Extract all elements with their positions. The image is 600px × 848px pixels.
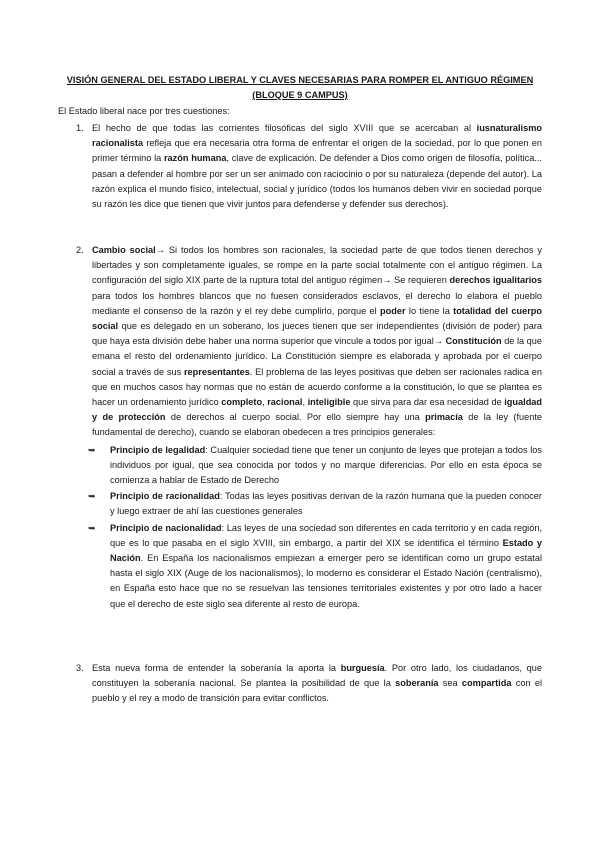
text-run: : Cualquier sociedad tiene que tener un conjunto de leyes que protejan a todos los individuos por igual, que sea conocida por todos y no marque diferencias. Por ello en esta época se comienza a hablar de Estado de Derecho [110, 444, 542, 486]
text-run: de la ley (fuente fundamental de derecho), cuando se elaboran obedecen a tres principios generales: [92, 412, 542, 438]
text-run: . En España los nacionalismos empiezan a emerger pero se identifican como un grupo estatal hasta el siglo XIX (Auge de los nacionalismos), lo moderno es considerar el Estado Nación (centralismo), en España esto hace que no se resuelvan las tensiones territoriales existentes y por otro lado a hacer que el derecho de este siglo sea diferente al resto de europa. [110, 553, 542, 609]
text-run: refleja que era necesaria otra forma de enfrentar el origen de la sociedad, por lo que ponen en primer término la [92, 138, 542, 164]
text-run: sea [438, 678, 462, 689]
bold-term: totalidad del cuerpo social [92, 305, 543, 332]
item-text [92, 121, 542, 212]
text-run: : Las leyes de una sociedad son diferentes en cada territorio y en cada región, que es lo que pasaba en el siglo XVIII, sin embargo, a partir del XIX se identifica el término [110, 522, 542, 548]
sub-item-text [110, 521, 542, 612]
text-run: , [302, 397, 308, 408]
arrow-bullet-icon: ➥ [88, 522, 96, 533]
text-run: : Todas las leyes positivas derivan de la razón humana que la pueden conocer y luego extraer de ahí las cuestiones generales [110, 491, 542, 517]
item-number: 3. [76, 663, 84, 673]
bold-term: soberanía [395, 678, 439, 689]
text-run: → Si todos los hombres son racionales, la sociedad parte de que todos tienen derechos y libertades y son completamente iguales, se rompe en la parte social totalmente con el antiguo régimen. La configuración del siglo XIX parte de la ruptura total del antiguo régimen→ Se requieren [92, 245, 542, 286]
arrow-bullet-icon: ➥ [88, 444, 96, 455]
arrow-bullet-icon: ➥ [88, 491, 96, 502]
sub-item-racionalidad [88, 489, 542, 519]
text-run: lo tiene la [405, 305, 454, 316]
text-run: El hecho de que todas las corrientes filosóficas del siglo XVIII que se acercaban al [92, 123, 477, 133]
text-run: , clave de explicación. De defender a Dios como origen de filosofía, política... pasan a defender al hombre por ser un ser animado con raciocinio o por su naturaleza (depende del autor). La razón explica el mundo físico, intelectual, social y jurídico (todos los humanos deben vivir en sociedad porque su razón les dice que tienen que vivir juntos para defenderse y defender sus derechos). [92, 153, 542, 210]
text-run: que es delegado en un soberano, los jueces tienen que ser independientes (división de poder) para que haya esta división debe haber una norma superior que vincule a todos por igual→ [92, 321, 542, 347]
list-item-3 [58, 661, 542, 707]
text-run: Esta nueva forma de entender la soberanía la aporta la [92, 663, 341, 673]
bold-term: racional [267, 397, 303, 408]
text-run: que sirva para dar esa necesidad de [350, 397, 505, 408]
item-number: 1. [76, 123, 84, 133]
list-item-2 [58, 243, 542, 612]
intro-text: El Estado liberal nace por tres cuestiones: [58, 106, 230, 116]
text-run: . Por otro lado, los ciudadanos, que constituyen la soberanía nacional. Se plantea la posibilidad de que la [92, 663, 542, 689]
bold-term: compartida [461, 678, 512, 689]
text-run: con el pueblo y el rey a modo de transición para evitar conflictos. [92, 678, 542, 704]
bold-term: representantes [183, 366, 250, 377]
bold-term: Principio de nacionalidad [110, 522, 222, 533]
sub-item-nacionalidad [88, 521, 543, 612]
bold-term: igualdad y de protección [92, 397, 543, 423]
text-run: de la que emana el resto del ordenamiento jurídico. La Constitución siempre es elaborada y aprobada por el cuerpo social a través de sus [92, 336, 543, 377]
bold-term: Principio de racionalidad [110, 491, 220, 502]
text-run: para todos los hombres blancos que no fuesen considerados esclavos, el derecho lo elabora el pueblo mediante el consenso de la razón y el rey debe cumplirlo, porque el [92, 290, 542, 316]
bold-term: iusnaturalismo racionalista [92, 123, 542, 149]
bold-term: inteligible [307, 397, 351, 408]
bold-term: razón humana [163, 153, 227, 164]
bold-term: Estado y Nación [110, 537, 543, 564]
bold-term: Constitución [445, 336, 502, 347]
bold-term: completo [221, 397, 263, 408]
document-title: VISIÓN GENERAL DEL ESTADO LIBERAL Y CLAVES NECESARIAS PARA ROMPER EL ANTIGUO RÉGIMEN (BLOQUE 9 CAMPUS) [66, 75, 534, 100]
bold-term: primacía [425, 412, 463, 423]
item-text [92, 243, 542, 441]
list-item-1 [58, 121, 542, 212]
sub-item-text [110, 489, 542, 519]
text-run: de derechos al cuerpo social. Por ello siempre hay una [165, 412, 426, 423]
text-run: . El problema de las leyes positivas que deben ser racionales radica en que en muchos casos hay normas que no están de acuerdo conforme a la constitución, lo que se plantea es hacer un ordenamiento jurídico [92, 366, 542, 408]
item-number: 2. [76, 245, 84, 255]
sub-item-legalidad [88, 443, 542, 489]
sub-item-text [110, 443, 542, 489]
bold-term: poder [380, 305, 406, 316]
bold-term: Principio de legalidad [110, 444, 206, 455]
bold-term: derechos igualitarios [449, 275, 542, 286]
bold-term: burguesía [340, 663, 385, 673]
bold-term: Cambio social [92, 245, 156, 255]
text-run: , [262, 397, 268, 408]
item-text [92, 661, 542, 707]
